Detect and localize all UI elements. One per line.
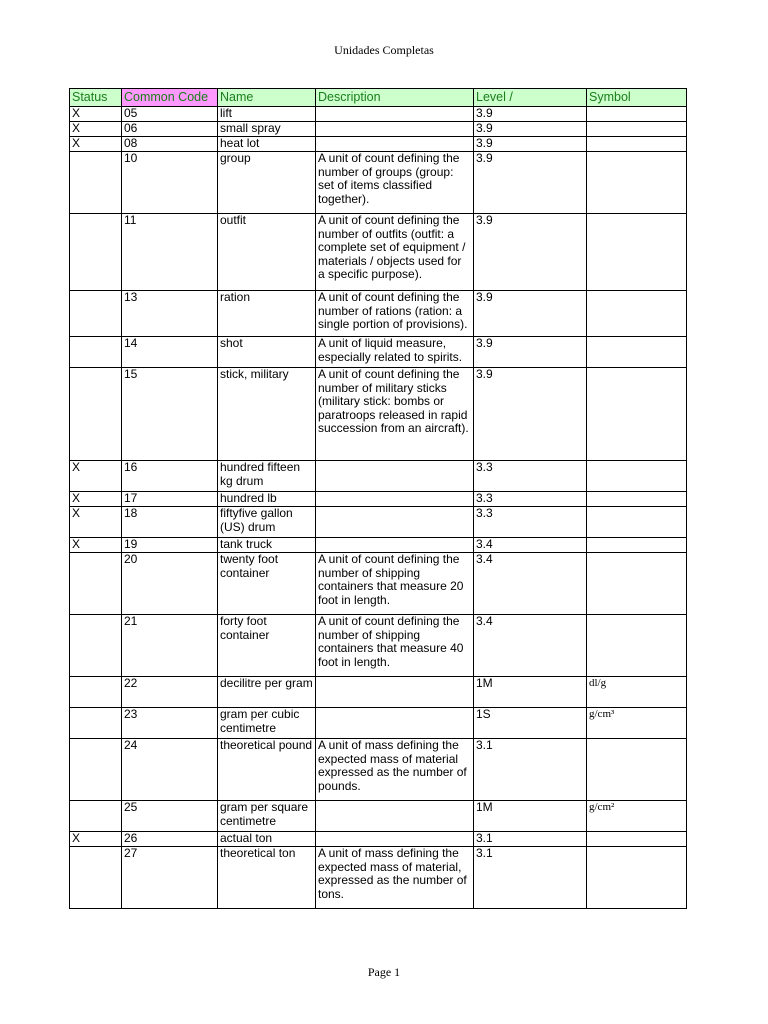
cell-symbol-text [589, 368, 684, 460]
table-row [70, 677, 687, 708]
cell-status [70, 615, 122, 677]
table-row [70, 122, 687, 137]
cell-description [316, 122, 474, 137]
header-row [70, 89, 687, 107]
cell-name [218, 708, 316, 739]
cell-description-text [318, 107, 471, 121]
cell-description-text: A unit of count defining the number of rations (ration: a single portion of provisions). [318, 291, 468, 331]
table-row [70, 337, 687, 368]
cell-symbol [587, 214, 687, 291]
cell-code [122, 214, 218, 291]
cell-symbol [587, 739, 687, 801]
cell-status-text: X [72, 507, 81, 520]
table-row [70, 492, 687, 507]
cell-code [122, 677, 218, 708]
cell-status [70, 122, 122, 137]
cell-name [218, 368, 316, 461]
cell-name-text: actual ton [220, 832, 273, 845]
cell-code-text: 05 [124, 107, 138, 120]
cell-status [70, 739, 122, 801]
table-row [70, 507, 687, 538]
cell-level-text: 3.9 [476, 337, 493, 350]
cell-name [218, 492, 316, 507]
cell-symbol [587, 832, 687, 847]
cell-code-text: 13 [124, 291, 138, 304]
cell-level-text: 3.4 [476, 553, 493, 566]
cell-level-text: 1S [476, 708, 491, 721]
table-row [70, 615, 687, 677]
cell-symbol [587, 461, 687, 492]
cell-name-text: group [220, 152, 251, 165]
cell-status-text [72, 337, 119, 367]
cell-code [122, 538, 218, 553]
cell-status [70, 107, 122, 122]
cell-level [474, 461, 587, 492]
cell-code [122, 832, 218, 847]
cell-status [70, 461, 122, 492]
cell-code [122, 122, 218, 137]
cell-code [122, 337, 218, 368]
cell-name-text: theoretical ton [220, 847, 296, 860]
cell-description-text [318, 507, 471, 537]
table-row [70, 847, 687, 909]
cell-status [70, 832, 122, 847]
header-level: Level / [474, 89, 587, 107]
cell-name-text: lift [220, 107, 232, 120]
cell-description-text [318, 538, 471, 552]
table-row [70, 152, 687, 214]
cell-level [474, 801, 587, 832]
cell-level [474, 538, 587, 553]
cell-level-text: 3.9 [476, 107, 493, 120]
cell-description [316, 214, 474, 291]
cell-description [316, 291, 474, 337]
cell-symbol [587, 847, 687, 909]
cell-status-text [72, 847, 119, 908]
cell-symbol [587, 152, 687, 214]
cell-level [474, 137, 587, 152]
cell-level-text: 3.3 [476, 507, 493, 520]
cell-name [218, 337, 316, 368]
cell-symbol-text [589, 615, 684, 676]
cell-level [474, 291, 587, 337]
cell-description [316, 538, 474, 553]
cell-description [316, 615, 474, 677]
cell-status [70, 708, 122, 739]
cell-code-text: 16 [124, 461, 138, 474]
cell-code-text: 26 [124, 832, 138, 845]
cell-symbol-text: g/cm² [589, 801, 615, 813]
cell-status [70, 291, 122, 337]
cell-description [316, 801, 474, 832]
cell-code [122, 152, 218, 214]
cell-description-text: A unit of mass defining the expected mass of material expressed as the number of pounds. [318, 739, 467, 793]
cell-name-text: forty foot container [220, 615, 270, 642]
table-row [70, 801, 687, 832]
cell-status [70, 847, 122, 909]
cell-status [70, 677, 122, 708]
cell-status [70, 507, 122, 538]
cell-level-text: 3.3 [476, 492, 493, 505]
cell-symbol-text [589, 847, 684, 908]
cell-status [70, 538, 122, 553]
cell-name-text: outfit [220, 214, 247, 227]
cell-description-text [318, 677, 471, 707]
cell-symbol [587, 291, 687, 337]
cell-level [474, 368, 587, 461]
cell-symbol [587, 368, 687, 461]
cell-level-text: 3.9 [476, 291, 493, 304]
cell-description [316, 507, 474, 538]
cell-description-text [318, 832, 471, 846]
cell-name-text: theoretical pound [220, 739, 313, 752]
cell-level-text: 3.1 [476, 739, 493, 752]
cell-level [474, 492, 587, 507]
cell-name-text: hundred lb [220, 492, 277, 505]
cell-name [218, 832, 316, 847]
cell-code [122, 615, 218, 677]
cell-status-text [72, 677, 119, 707]
cell-symbol-text [589, 832, 684, 846]
cell-status-text [72, 739, 119, 800]
cell-name-text: tank truck [220, 538, 273, 551]
cell-symbol-text [589, 107, 684, 121]
cell-status-text [72, 214, 119, 290]
cell-name-text: gram per cubic centimetre [220, 708, 300, 735]
table-row [70, 368, 687, 461]
cell-level [474, 122, 587, 137]
cell-code-text: 25 [124, 801, 138, 814]
cell-description [316, 368, 474, 461]
cell-name-text: gram per square centimetre [220, 801, 309, 828]
cell-name-text: ration [220, 291, 251, 304]
cell-level [474, 677, 587, 708]
header-status: Status [70, 89, 122, 107]
cell-status-text [72, 553, 119, 614]
cell-level-text: 3.9 [476, 152, 493, 165]
cell-symbol-text [589, 214, 684, 290]
cell-level-text: 3.9 [476, 214, 493, 227]
cell-name-text: heat lot [220, 137, 260, 150]
cell-level [474, 214, 587, 291]
cell-description [316, 677, 474, 708]
cell-name [218, 801, 316, 832]
cell-level [474, 847, 587, 909]
cell-name [218, 615, 316, 677]
header-name: Name [218, 89, 316, 107]
cell-level-text: 3.9 [476, 368, 493, 381]
cell-status-text: X [72, 492, 81, 505]
cell-status [70, 553, 122, 615]
cell-symbol-text [589, 337, 684, 367]
cell-description-text: A unit of mass defining the expected mass of material, expressed as the number of tons. [318, 847, 467, 901]
cell-description-text: A unit of count defining the number of groups (group: set of items classified together). [318, 152, 460, 206]
cell-level-text: 3.3 [476, 461, 493, 474]
cell-code [122, 291, 218, 337]
cell-symbol-text: dl/g [589, 677, 607, 689]
cell-description-text [318, 137, 471, 151]
cell-status-text: X [72, 538, 81, 551]
cell-level [474, 152, 587, 214]
cell-symbol-text [589, 152, 684, 213]
cell-description [316, 708, 474, 739]
cell-description-text: A unit of count defining the number of military sticks (military stick: bombs or paratroops released in rapid succession from an aircraft). [318, 368, 469, 435]
cell-name-text: stick, military [220, 368, 289, 381]
cell-level-text: 1M [476, 801, 493, 814]
header-symbol: Symbol [587, 89, 687, 107]
cell-name [218, 553, 316, 615]
cell-code-text: 10 [124, 152, 138, 165]
table-row [70, 214, 687, 291]
cell-description [316, 107, 474, 122]
cell-code-text: 14 [124, 337, 138, 350]
cell-symbol-text [589, 739, 684, 800]
cell-symbol-text [589, 492, 684, 506]
cell-description [316, 553, 474, 615]
cell-level-text: 3.1 [476, 832, 493, 845]
cell-name [218, 122, 316, 137]
cell-symbol-text [589, 291, 684, 336]
cell-level [474, 739, 587, 801]
cell-status-text: X [72, 122, 81, 135]
cell-description-text [318, 461, 471, 491]
cell-code-text: 22 [124, 677, 138, 690]
table-row [70, 553, 687, 615]
cell-code-text: 15 [124, 368, 138, 381]
cell-code-text: 27 [124, 847, 138, 860]
cell-status [70, 137, 122, 152]
cell-code-text: 20 [124, 553, 138, 566]
cell-status-text [72, 291, 119, 336]
cell-name [218, 214, 316, 291]
cell-level [474, 708, 587, 739]
table-row [70, 739, 687, 801]
cell-name [218, 677, 316, 708]
table-row [70, 137, 687, 152]
cell-name [218, 847, 316, 909]
cell-name [218, 137, 316, 152]
cell-code-text: 24 [124, 739, 138, 752]
cell-code-text: 23 [124, 708, 138, 721]
cell-code [122, 708, 218, 739]
cell-symbol [587, 677, 687, 708]
cell-name-text: decilitre per gram [220, 677, 313, 690]
cell-status-text: X [72, 107, 81, 120]
cell-symbol [587, 492, 687, 507]
cell-code-text: 18 [124, 507, 138, 520]
cell-code-text: 11 [124, 214, 137, 227]
cell-symbol [587, 538, 687, 553]
header-common-code: Common Code [122, 89, 218, 107]
cell-level-text: 3.9 [476, 137, 493, 150]
cell-description-text [318, 122, 471, 136]
cell-code [122, 137, 218, 152]
cell-code [122, 847, 218, 909]
cell-status [70, 492, 122, 507]
cell-symbol [587, 137, 687, 152]
cell-symbol [587, 801, 687, 832]
cell-symbol [587, 507, 687, 538]
cell-status-text: X [72, 461, 81, 474]
cell-name [218, 461, 316, 492]
cell-status-text: X [72, 137, 81, 150]
cell-code-text: 06 [124, 122, 138, 135]
cell-name-text: small spray [220, 122, 281, 135]
cell-level-text: 1M [476, 677, 493, 690]
cell-symbol [587, 615, 687, 677]
cell-code-text: 08 [124, 137, 138, 150]
cell-name [218, 538, 316, 553]
table-row [70, 107, 687, 122]
cell-name [218, 507, 316, 538]
table-row [70, 708, 687, 739]
cell-level-text: 3.4 [476, 615, 493, 628]
cell-description-text [318, 492, 471, 506]
cell-symbol-text [589, 553, 684, 614]
cell-description [316, 739, 474, 801]
cell-level [474, 553, 587, 615]
cell-code [122, 368, 218, 461]
cell-code [122, 739, 218, 801]
cell-code [122, 492, 218, 507]
cell-symbol [587, 337, 687, 368]
cell-code [122, 801, 218, 832]
cell-code [122, 107, 218, 122]
cell-description-text [318, 708, 471, 738]
cell-code [122, 461, 218, 492]
cell-status [70, 801, 122, 832]
cell-symbol-text [589, 461, 684, 491]
cell-status-text [72, 708, 119, 738]
cell-description [316, 832, 474, 847]
cell-status-text [72, 152, 119, 213]
cell-symbol [587, 708, 687, 739]
page-number: Page 1 [367, 965, 401, 979]
cell-level-text: 3.1 [476, 847, 493, 860]
cell-description [316, 337, 474, 368]
cell-code-text: 19 [124, 538, 138, 551]
cell-status [70, 152, 122, 214]
cell-code-text: 21 [124, 615, 138, 628]
table-body [70, 107, 687, 909]
cell-code-text: 17 [124, 492, 138, 505]
cell-name [218, 152, 316, 214]
cell-name [218, 739, 316, 801]
cell-level-text: 3.9 [476, 122, 493, 135]
cell-symbol [587, 122, 687, 137]
table-row [70, 832, 687, 847]
cell-status [70, 368, 122, 461]
cell-code [122, 553, 218, 615]
cell-name-text: hundred fifteen kg drum [220, 461, 301, 488]
cell-status-text [72, 615, 119, 676]
cell-description [316, 492, 474, 507]
cell-status-text [72, 801, 119, 831]
table-row [70, 461, 687, 492]
cell-description [316, 847, 474, 909]
cell-description-text: A unit of count defining the number of outfits (outfit: a complete set of equipment / materials / objects used for a specific purpose). [318, 214, 466, 281]
cell-symbol-text [589, 538, 684, 552]
cell-symbol [587, 107, 687, 122]
cell-name [218, 291, 316, 337]
cell-level [474, 107, 587, 122]
cell-name-text: shot [220, 337, 243, 350]
cell-name-text: fiftyfive gallon (US) drum [220, 507, 293, 534]
cell-code [122, 507, 218, 538]
cell-symbol-text: g/cm³ [589, 708, 615, 720]
cell-status [70, 214, 122, 291]
table-row [70, 538, 687, 553]
cell-level [474, 615, 587, 677]
cell-description [316, 137, 474, 152]
header-description: Description [316, 89, 474, 107]
cell-symbol-text [589, 122, 684, 136]
cell-description-text: A unit of count defining the number of shipping containers that measure 40 foot in length. [318, 615, 464, 669]
cell-status-text: X [72, 832, 81, 845]
cell-symbol-text [589, 507, 684, 537]
cell-description-text [318, 801, 471, 831]
cell-status [70, 337, 122, 368]
cell-status-text [72, 368, 119, 460]
cell-level [474, 507, 587, 538]
units-table [69, 88, 687, 909]
table-row [70, 291, 687, 337]
cell-description [316, 152, 474, 214]
cell-description-text: A unit of count defining the number of shipping containers that measure 20 foot in length. [318, 553, 464, 607]
cell-level-text: 3.4 [476, 538, 493, 551]
cell-name-text: twenty foot container [220, 553, 279, 580]
cell-level [474, 337, 587, 368]
page-title: Unidades Completas [334, 43, 434, 57]
cell-description [316, 461, 474, 492]
cell-description-text: A unit of liquid measure, especially related to spirits. [318, 337, 463, 364]
cell-symbol [587, 553, 687, 615]
cell-level [474, 832, 587, 847]
cell-name [218, 107, 316, 122]
cell-symbol-text [589, 137, 684, 151]
